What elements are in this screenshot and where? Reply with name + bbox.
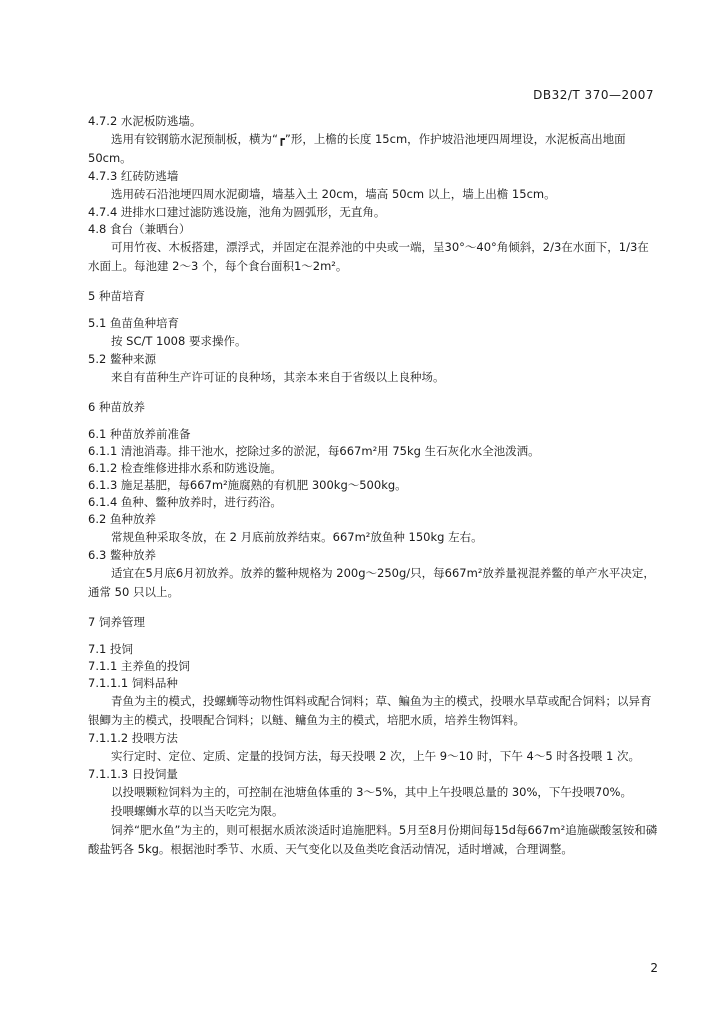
paragraph: 选用有铰钢筋水泥预制板，横为“┏”形，上檐的长度 15cm，作护坡沿池埂四周埋设，水泥板高出地面 50cm。: [88, 132, 626, 165]
heading-4-7-4: 4.7.4 进排水口建过滤防逃设施，池角为圆弧形，无直角。: [88, 205, 386, 219]
document-body: [88, 113, 660, 859]
paragraph: 来自有苗种生产许可证的良种场，其亲本来自于省级以上良种场。: [111, 370, 445, 384]
heading-7-1: 7.1 投饲: [88, 642, 133, 656]
section-heading-6: 6 种苗放养: [88, 400, 145, 414]
paragraph: 按 SC/T 1008 要求操作。: [111, 334, 247, 348]
heading-7-1-1: 7.1.1 主养鱼的投饲: [88, 659, 190, 673]
heading-4-7-2: 4.7.2 水泥板防逃墙。: [88, 114, 202, 128]
page-number: 2: [650, 961, 658, 975]
heading-6-1-3: 6.1.3 施足基肥，每667m²施腐熟的有机肥 300kg～500kg。: [88, 478, 407, 492]
heading-6-1-1: 6.1.1 清池消毒。排干池水，挖除过多的淤泥，每667m²用 75kg 生石灰化水全池泼洒。: [88, 444, 540, 458]
paragraph: 青鱼为主的模式，投螺蛳等动物性饵料或配合饲料；草、鳊鱼为主的模式，投喂水旱草或配合饲料；以异育银鲫为主的模式，投喂配合饲料；以鲢、鳙鱼为主的模式，培肥水质，培养生物饵料。: [88, 694, 652, 727]
paragraph: 选用砖石沿池埂四周水泥砌墙，墙基入土 20cm，墙高 50cm 以上，墙上出檐 15cm。: [111, 187, 556, 201]
heading-5-2: 5.2 鳖种来源: [88, 352, 156, 366]
paragraph: 以投喂颗粒饲料为主的，可控制在池塘鱼体重的 3～5%，其中上午投喂总量的 30%，下午投喂70%。: [111, 785, 632, 799]
paragraph: 实行定时、定位、定质、定量的投饲方法，每天投喂 2 次，上午 9～10 时，下午 4～5 时各投喂 1 次。: [111, 749, 640, 763]
heading-6-1-4: 6.1.4 鱼种、鳖种放养时，进行药浴。: [88, 495, 282, 509]
heading-6-2: 6.2 鱼种放养: [88, 512, 156, 526]
heading-6-3: 6.3 鳖种放养: [88, 548, 156, 562]
standard-code: DB32/T 370—2007: [533, 88, 654, 102]
heading-7-1-1-2: 7.1.1.2 投喂方法: [88, 731, 178, 745]
heading-4-8: 4.8 食台（兼晒台）: [88, 222, 191, 236]
heading-7-1-1-1: 7.1.1.1 饲料品种: [88, 676, 178, 690]
heading-6-1-2: 6.1.2 检查维修进排水系和防逃设施。: [88, 461, 282, 475]
paragraph: 饲养“肥水鱼”为主的，则可根据水质浓淡适时追施肥料。5月至8月份期间每15d每667m²追施碳酸氢铵和磷酸盐钙各 5kg。根据池时季节、水质、天气变化以及鱼类吃食活动情况，适时增减，合理调整。: [88, 823, 658, 856]
heading-7-1-1-3: 7.1.1.3 日投饲量: [88, 767, 178, 781]
heading-4-7-3: 4.7.3 红砖防逃墙: [88, 169, 179, 183]
section-heading-7: 7 饲养管理: [88, 615, 145, 629]
section-heading-5: 5 种苗培育: [88, 289, 145, 303]
paragraph: 常规鱼种采取冬放，在 2 月底前放养结束。667m²放鱼种 150kg 左右。: [111, 530, 483, 544]
heading-6-1: 6.1 种苗放养前准备: [88, 427, 191, 441]
paragraph: 投喂螺蛳水草的以当天吃完为限。: [111, 804, 284, 818]
heading-5-1: 5.1 鱼苗鱼种培育: [88, 316, 179, 330]
paragraph: 可用竹夜、木板搭建，漂浮式，并固定在混养池的中央或一端，呈30°～40°角倾斜，2/3在水面下，1/3在水面上。每池建 2～3 个，每个食台面积1～2m²。: [88, 240, 649, 273]
paragraph: 适宜在5月底6月初放养。放养的鳖种规格为 200g～250g/只，每667m²放养量视混养鳖的单产水平决定，通常 50 只以上。: [88, 566, 655, 599]
